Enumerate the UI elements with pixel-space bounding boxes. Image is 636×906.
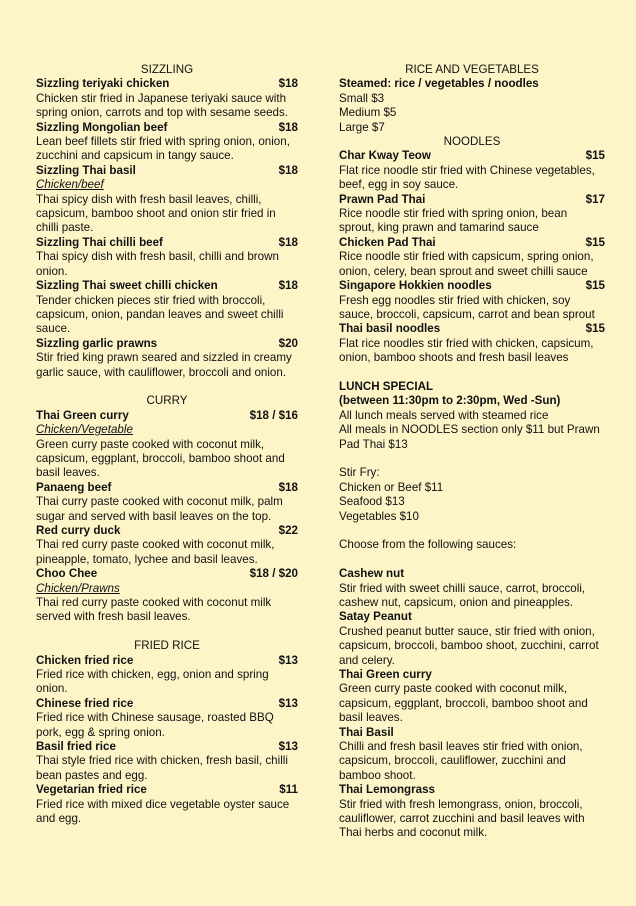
- menu-item-price: $15: [585, 322, 605, 336]
- menu-item-name: Sizzling Mongolian beef: [36, 120, 168, 134]
- menu-item-description: Flat rice noodle stir fried with Chinese vegetables, beef, egg in soy sauce.: [339, 163, 595, 192]
- menu-item: [36, 654, 298, 697]
- menu-item: [36, 783, 298, 826]
- menu-item-price: $18: [278, 77, 298, 91]
- menu-item-description: Green curry paste cooked with coconut milk, capsicum, eggplant, broccoli, bamboo shoot and basil leaves.: [339, 682, 588, 725]
- stir-fry-title: Stir Fry:: [339, 466, 380, 480]
- menu-item-description: Rice noodle stir fried with spring onion, bean sprout, king prawn and tamarind sauce: [339, 207, 568, 235]
- menu-item-header: [36, 337, 298, 351]
- menu-item: [36, 164, 298, 236]
- menu-item-description: Fried rice with chicken, egg, onion and spring onion.: [36, 668, 269, 696]
- menu-item-description: Chicken stir fried in Japanese teriyaki sauce with spring onion, carrots and top with sesame seeds.: [36, 91, 288, 120]
- menu-item-name: Singapore Hokkien noodles: [339, 279, 492, 293]
- menu-item-price: $18 / $20: [249, 567, 298, 581]
- menu-item-header: [339, 322, 605, 336]
- menu-item-header: [339, 783, 605, 797]
- menu-item: [339, 668, 605, 726]
- steamed-line: Steamed: rice / vegetables / noodles: [339, 77, 539, 91]
- menu-item-name: Thai Green curry: [36, 408, 129, 422]
- menu-item-price: $18: [278, 235, 298, 249]
- menu-item-header: [36, 481, 298, 495]
- section-title: NOODLES: [443, 135, 501, 149]
- menu-list: [36, 77, 298, 380]
- menu-item-header: [36, 164, 298, 178]
- menu-item-header: [36, 236, 298, 250]
- menu-item-description: Green curry paste cooked with coconut milk, capsicum, eggplant, broccoli, bamboo shoot and basil leaves.: [36, 437, 285, 480]
- stir-fry-price: Vegetables $10: [339, 509, 419, 523]
- menu-item-name: Sizzling Thai chilli beef: [36, 235, 163, 249]
- menu-item-header: [36, 279, 298, 293]
- left-column: [36, 63, 298, 827]
- menu-item-description: Tender chicken pieces stir fried with broccoli, capsicum, onion, pandan leaves and sweet chilli sauce.: [36, 293, 284, 336]
- menu-item-header: [36, 567, 298, 581]
- size-price: Medium $5: [339, 106, 397, 120]
- menu-item-header: [339, 726, 605, 740]
- rice-vegetables-section: [339, 63, 605, 135]
- menu-item: [36, 567, 298, 625]
- menu-item-options: Chicken/Prawns: [36, 581, 120, 595]
- menu-item-price: $13: [278, 696, 298, 710]
- stir-fry-price: Seafood $13: [339, 495, 405, 509]
- sizzling-section: [36, 63, 298, 380]
- menu-item-header: [339, 193, 605, 207]
- menu-item-header: [339, 236, 605, 250]
- noodles-section: [339, 135, 605, 366]
- menu-item-description: Thai curry paste cooked with coconut milk, palm sugar and served with basil leaves on the top.: [36, 495, 283, 523]
- menu-item-header: [339, 149, 605, 163]
- menu-item-name: Sizzling garlic prawns: [36, 336, 158, 350]
- section-title: CURRY: [146, 394, 188, 408]
- menu-item-description: Thai red curry paste cooked with coconut milk served with fresh basil leaves.: [36, 596, 272, 624]
- menu-item-name: Chicken Pad Thai: [339, 235, 436, 249]
- menu-item: [36, 279, 298, 337]
- menu-item-price: $11: [279, 783, 298, 797]
- size-price: Small $3: [339, 91, 385, 105]
- menu-item-name: Vegetarian fried rice: [36, 783, 147, 797]
- menu-item-description: Thai style fried rice with chicken, fresh basil, chilli bean pastes and egg.: [36, 754, 288, 782]
- menu-item-header: [36, 409, 298, 423]
- menu-item: [339, 322, 605, 365]
- menu-item-description: Stir fried with sweet chilli sauce, carrot, broccoli, cashew nut, capsicum, onion and pineapples.: [339, 581, 586, 609]
- menu-item-header: [36, 654, 298, 668]
- menu-item: [36, 409, 298, 481]
- menu-item-price: $20: [278, 336, 298, 350]
- menu-item-name: Red curry duck: [36, 523, 121, 537]
- section-title: SIZZLING: [140, 63, 194, 76]
- menu-item: [339, 567, 605, 610]
- menu-item-name: Sizzling Thai sweet chilli chicken: [36, 279, 218, 293]
- menu-item-description: Rice noodle stir fried with capsicum, spring onion, onion, celery, bean sprout and sweet chilli sauce: [339, 250, 594, 278]
- menu-item-name: Chinese fried rice: [36, 696, 134, 710]
- menu-item-name: Basil fried rice: [36, 740, 116, 754]
- menu-item-price: $17: [585, 192, 605, 206]
- menu-item-name: Thai basil noodles: [339, 322, 441, 336]
- menu-item: [339, 149, 605, 192]
- menu-item: [339, 726, 605, 784]
- menu-item-name: Char Kway Teow: [339, 149, 431, 163]
- menu-item: [36, 236, 298, 279]
- menu-list: [36, 409, 298, 625]
- menu-item-header: [36, 740, 298, 754]
- menu-item: [36, 337, 298, 380]
- menu-item-name: Thai Basil: [339, 725, 394, 739]
- menu-item-options: Chicken/Vegetable: [36, 423, 133, 437]
- menu-item-description: Thai spicy dish with fresh basil leaves, chilli, capsicum, bamboo shoot and onion stir fried in chilli paste.: [36, 192, 276, 235]
- menu-item-description: Fresh egg noodles stir fried with chicken, soy sauce, broccoli, capsicum, carrot and bean sprout: [339, 293, 595, 321]
- lunch-special-section: [339, 380, 605, 841]
- menu-item-price: $18: [278, 120, 298, 134]
- menu-item: [339, 236, 605, 279]
- menu-item-description: Stir fried king prawn seared and sizzled in creamy garlic sauce, with cauliflower, broccoli and onion.: [36, 351, 292, 379]
- menu-item-name: Prawn Pad Thai: [339, 192, 426, 206]
- stir-fry-price: Chicken or Beef $11: [339, 480, 444, 494]
- menu-item-header: [339, 610, 605, 624]
- section-title: FRIED RICE: [134, 639, 200, 653]
- lunch-hours: (between 11:30pm to 2:30pm, Wed -Sun): [339, 394, 561, 408]
- menu-list: [36, 654, 298, 827]
- menu-item-description: Crushed peanut butter sauce, stir fried with onion, capsicum, broccoli, bamboo shoot, zucchini, carrot and celery.: [339, 624, 599, 667]
- menu-item-header: [339, 567, 605, 581]
- menu-item-price: $22: [278, 523, 298, 537]
- menu-item-price: $18: [278, 480, 298, 494]
- menu-list: [339, 149, 605, 365]
- lunch-note: All meals in NOODLES section only $11 but Prawn Pad Thai $13: [339, 423, 600, 451]
- menu-item-name: Satay Peanut: [339, 610, 412, 624]
- fried-rice-section: [36, 639, 298, 826]
- menu-item: [36, 121, 298, 164]
- menu-item-name: Cashew nut: [339, 567, 405, 581]
- menu-item-name: Sizzling teriyaki chicken: [36, 77, 170, 91]
- lunch-note: All lunch meals served with steamed rice: [339, 408, 549, 422]
- menu-item-name: Chicken fried rice: [36, 653, 134, 667]
- menu-item-header: [36, 524, 298, 538]
- lunch-title: LUNCH SPECIAL: [339, 379, 434, 393]
- menu-item-price: $15: [585, 149, 605, 163]
- menu-item-name: Choo Chee: [36, 567, 98, 581]
- right-column: [339, 63, 605, 841]
- menu-item-price: $15: [585, 279, 605, 293]
- menu-item-price: $18 / $16: [249, 408, 298, 422]
- menu-item: [339, 279, 605, 322]
- menu-item-description: Stir fried with fresh lemongrass, onion, broccoli, cauliflower, carrot zucchini and basil leaves with Thai herbs and coconut milk.: [339, 797, 585, 840]
- menu-item-description: Thai red curry paste cooked with coconut milk, pineapple, tomato, lychee and basil leaves.: [36, 538, 275, 566]
- menu-item-description: Flat rice noodles stir fried with chicken, capsicum, onion, bamboo shoots and fresh basil leaves: [339, 336, 594, 365]
- menu-item-name: Panaeng beef: [36, 480, 112, 494]
- menu-item-price: $18: [278, 279, 298, 293]
- menu-item-options: Chicken/beef: [36, 178, 104, 192]
- menu-item-price: $18: [278, 163, 298, 177]
- menu-item-name: Thai Lemongrass: [339, 783, 435, 797]
- menu-item: [339, 610, 605, 668]
- menu-item-description: Thai spicy dish with fresh basil, chilli and brown onion.: [36, 250, 279, 278]
- menu-item-header: [36, 783, 298, 797]
- menu-item: [339, 783, 605, 841]
- menu-item-name: Thai Green curry: [339, 668, 432, 681]
- menu-item-price: $13: [278, 740, 298, 754]
- menu-item-description: Lean beef fillets stir fried with spring onion, onion, zucchini and capsicum in tangy sauce.: [36, 135, 290, 163]
- menu-item: [36, 77, 298, 120]
- menu-item: [36, 740, 298, 783]
- sauce-list: [339, 567, 605, 841]
- menu-item: [36, 524, 298, 567]
- size-price: Large $7: [339, 120, 385, 134]
- section-title: RICE AND VEGETABLES: [405, 63, 539, 76]
- menu-item: [36, 481, 298, 524]
- menu-item-header: [339, 668, 605, 682]
- menu-item-header: [36, 121, 298, 135]
- menu-item-name: Sizzling Thai basil: [36, 163, 136, 177]
- menu-item-header: [339, 279, 605, 293]
- menu-item-header: [36, 697, 298, 711]
- menu-item: [36, 697, 298, 740]
- menu-item-header: [36, 77, 298, 91]
- choose-sauce-line: Choose from the following sauces:: [339, 538, 517, 552]
- curry-section: [36, 394, 298, 625]
- menu-item: [339, 193, 605, 236]
- menu-item-description: Fried rice with Chinese sausage, roasted BBQ pork, egg & spring onion.: [36, 711, 274, 739]
- menu-item-price: $15: [585, 235, 605, 249]
- menu-item-description: Fried rice with mixed dice vegetable oyster sauce and egg.: [36, 797, 290, 826]
- menu-item-price: $13: [278, 653, 298, 667]
- menu-item-description: Chilli and fresh basil leaves stir fried with onion, capsicum, broccoli, cauliflower, zucchini and bamboo shoot.: [339, 740, 583, 782]
